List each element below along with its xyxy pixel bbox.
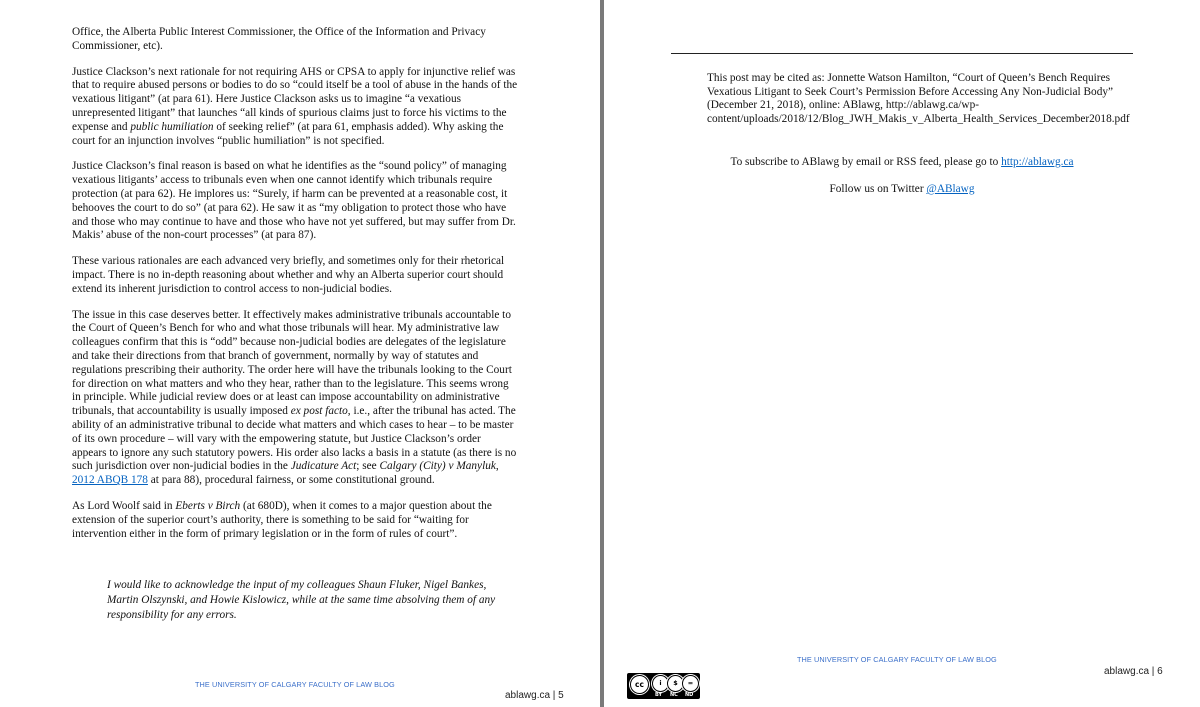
paragraph-5-judicature-act: Judicature Act <box>290 460 357 473</box>
footer-blog-title: THE UNIVERSITY OF CALGARY FACULTY OF LAW BLOG <box>195 680 395 689</box>
acknowledgement: I would like to acknowledge the input of my colleagues Shaun Fluker, Nigel Bankes, Martin Olszynski, and Howie Kislowicz, while at the same time absolving them of any responsibility for any errors. <box>107 579 496 621</box>
paragraph-5 <box>72 309 518 488</box>
document-page-6 <box>604 0 1200 707</box>
page-5-body <box>72 26 518 553</box>
paragraph-2-text-c: of seeking relief” (at para 61, emphasis added). Why asking the court for an injunction involves “public humiliation” is not specified. <box>72 120 504 147</box>
footer-blog-title: THE UNIVERSITY OF CALGARY FACULTY OF LAW BLOG <box>797 655 997 664</box>
paragraph-4: These various rationales are each advanced very briefly, and sometimes only for their rhetorical impact. There is no in-depth reasoning about whether and why an Alberta superior court should extend its inherent jurisdiction to control access to non-judicial bodies. <box>72 255 505 295</box>
footer-page-number: ablawg.ca | 6 <box>1104 666 1163 677</box>
paragraph-3: Justice Clackson’s final reason is based on what he identifies as the “sound policy” of managing vexatious litigants’ access to tribunals even when one cannot identify which tribunals require protection (at para 62). He implores us: “Surely, if harm can be prevented at a reasonable cost, it behooves the court to do so” (at para 62). He saw it as “my obligation to protect those who have and those who may continue to have and those who have not yet suffered, but may suffer from Dr. Makis’ abuse of the non-court processes” (at para 87). <box>72 160 516 242</box>
subscribe-line <box>671 155 1133 169</box>
noderivatives-icon: = <box>682 675 699 692</box>
citation-note: This post may be cited as: Jonnette Watson Hamilton, “Court of Queen’s Bench Requires Vexatious Litigant to Seek Court’s Permission Before Accessing Any Non-Judicial Body” (December 21, 2018), online: ABlawg, http://ablawg.ca/wp-content/uploads/2018/12/Blog_JWH_Makis_v_Alberta_Health_Services_December2018.pdf <box>707 72 1130 125</box>
paragraph-6-text-a: As Lord Woolf said in <box>72 499 176 512</box>
noncommercial-icon: $ <box>667 675 684 692</box>
paragraph-5-ex-post-facto: ex post facto <box>290 405 348 418</box>
paragraph-5-case-name: Calgary (City) v Manyluk <box>379 460 496 473</box>
footer-page-number: ablawg.ca | 5 <box>505 690 564 701</box>
case-citation-link[interactable]: 2012 ABQB 178 <box>72 474 148 487</box>
twitter-line <box>671 182 1133 196</box>
twitter-link[interactable]: @ABlawg <box>926 183 975 195</box>
license-nd-label: ND <box>685 692 694 698</box>
paragraph-6-case-name: Eberts v Birch <box>175 499 241 512</box>
attribution-icon: i <box>652 675 669 692</box>
paragraph-6 <box>72 500 518 541</box>
paragraph-2-text-a: Justice Clackson’s next rationale for not requiring AHS or CPSA to apply for injunctive relief was that to require abused persons or bodies to do so “could itself be a tool of abuse in the hands of the vexatious litigant” (at para 61). Here Justice Clackson asks us to imagine “a vexatious unrepresented litigant” that launches “all kinds of spurious claims just to force his victims to the expense and <box>72 65 518 133</box>
paragraph-2 <box>72 66 518 149</box>
cc-icon: cc <box>630 675 649 694</box>
paragraph-5-text-e: ; see <box>356 460 380 473</box>
horizontal-rule <box>671 53 1133 54</box>
creative-commons-license-badge <box>627 673 700 699</box>
paragraph-6-text-c: (at 680D), when it comes to a major question about the extension of the superior court’s authority, there is something to be said for “waiting for intervention either in the form of primary legislation or in the form of rules of court”. <box>72 499 492 540</box>
license-nc-label: NC <box>670 692 678 698</box>
paragraph-1: Office, the Alberta Public Interest Commissioner, the Office of the Information and Privacy Commissioner, etc). <box>72 26 486 52</box>
follow-text: Follow us on Twitter <box>829 183 927 195</box>
paragraph-5-text-a: The issue in this case deserves better. It effectively makes administrative tribunals accountable to the Court of Queen’s Bench for who and what those tribunals will hear. My administrative law colleagues confirm that this is “odd” because non-judicial bodies are delegates of the legislature and take their directions from that branch of government, normally by way of statutes and regulations prescribing their authority. The order here will have the tribunals looking to the Court for direction on what matters and who they hear, rather than to the legislature. This seems wrong in principle. While judicial review does or at least can impose accountability on administrative tribunals, that accountability is usually imposed <box>72 308 512 418</box>
paragraph-2-emphasis: public humiliation <box>130 120 214 133</box>
paragraph-5-text-h: at para 88), procedural fairness, or some constitutional ground. <box>147 474 435 487</box>
subscribe-link[interactable]: http://ablawg.ca <box>1001 156 1074 168</box>
license-by-label: BY <box>655 692 663 698</box>
paragraph-5-text-c: , i.e., after the tribunal has acted. The ability of an administrative tribunal to decide what matters and which cases to hear – to be master of its own procedure – will vary with the empowering statute, but Justice Clackson’s order appears to ignore any such statutory powers. His order also lacks a basis in a statute (as there is no such jurisdiction over non-judicial bodies in the <box>72 405 517 473</box>
paragraph-5-text-g: , <box>495 460 499 473</box>
subscribe-text: To subscribe to ABlawg by email or RSS feed, please go to <box>730 156 1002 168</box>
